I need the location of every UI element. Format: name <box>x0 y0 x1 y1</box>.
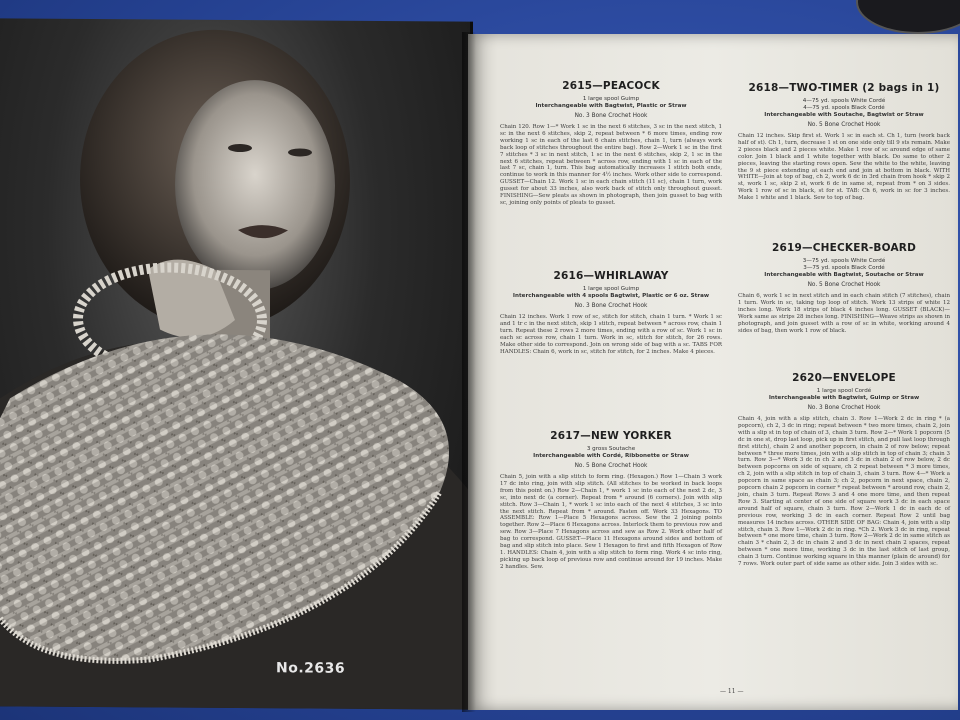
pattern-material: 3 gross Soutache <box>586 446 636 452</box>
page-number: — 11 — <box>720 688 744 695</box>
pattern-interchange: Interchangeable with Cordé, Ribbonette or Straw <box>533 453 689 459</box>
pattern-title: 2616—WHIRLAWAY <box>553 270 669 282</box>
pattern-hook: No. 5 Bone Crochet Hook <box>807 282 881 288</box>
pattern-material: 3—75 yd. spools White Cordé 3—75 yd. spools Black Cordé <box>802 258 886 271</box>
pattern-instructions: Chain 4, join with a slip stitch, chain 3. Row 1—Work 2 dc in ring * (a popcorn), ch 2, 3 dc in ring; repeat between * two more times, chain 2, join with a slip st in top of chain of 3, chain 3 turn. Row 2—* Work 1 popcorn (5 dc in one st, drop last loop, pick up in first stitch, and pull last loop through first stitch), chain 2 and another popcorn, in chain 2 of row below; repeat between * three more times, join with a slip stitch in top of chain 3; chain 3 turn. Row 3—* Work 3 dc in ch 2 and 3 dc in chain 2 of row below, 2 dc between popcorns on side of square, ch 2 repeat between * 3 more times, ch 2, join with a slip stitch in top of chain 3, chain 3 turn. Row 4—* Work a popcorn in same space as chain 3; ch 2, popcorn in next space, chain 2, popcorn chain 2 popcorn in corner * repeat between * around row, chain 2, join, chain 3 turn. Repeat Rows 3 and 4 one more time, and then repeat Row 3. Starting at center of one side of square work 3 dc in each space around half of square, chain 3 turn. Row 2—Work 1 dc in each dc of previous row, working 3 dc in each corner. Repeat Row 2 until bag measures 14 inches across. OTHER SIDE OF BAG: Chain 4, join with a slip stitch, chain 3. Row 1—Work 2 dc in ring. *Ch 2. Work 3 dc in ring, repeat between * one more time, chain 3 turn. Row 2—Work 2 dc in same stitch as chain 3 * chain 2, 3 dc in chain 2 and 3 dc in next chain 2 spaces, repeat between * one more time, working 3 dc in the last stitch of last group, chain 3 turn. Continue working square in this manner (plain dc around) for 7 rows. Work outer part of side same as other side. Join 3 sides with sc. <box>738 416 950 568</box>
pattern-instructions: Chain 12 inches. Skip first st. Work 1 sc in each st. Ch 1, turn (work back half of st). Ch 1, turn, decrease 1 st on one side only till 9 sts remain. Make 2 pieces black and 2 pieces white. Make 1 row of sc around edge of same color. Join 1 black and 1 white together with black. Do same to other 2 pieces, leaving the starting rows open. Sew the white to the white, leaving the 9 st piece extending at each end and join at bottom in black. WITH WHITE—Join at top of bag, ch 2, work 6 dc in 3rd chain from hook * skip 2 st, work 1 sc, skip 2 st, work 6 dc in same st, repeat from * on 3 sides. Work 1 row of sc in black, st for st. TAB: Ch 6, work in sc for 3 inches. Make 1 white and 1 black. Sew to top of bag. <box>738 133 950 202</box>
pattern-2620 <box>738 372 950 568</box>
pattern-hook: No. 5 Bone Crochet Hook <box>574 463 648 469</box>
pattern-interchange: Interchangeable with 4 spools Bagtwist, Plastic or 6 oz. Straw <box>512 293 710 299</box>
pattern-hook: No. 3 Bone Crochet Hook <box>574 113 648 119</box>
pattern-2617 <box>500 430 722 571</box>
pattern-material: 4—75 yd. spools White Cordé 4—75 yd. spools Black Cordé <box>802 98 886 111</box>
model-with-bag-photo <box>0 18 470 709</box>
pattern-2619 <box>738 242 950 334</box>
pattern-hook: No. 3 Bone Crochet Hook <box>574 303 648 309</box>
pattern-instructions: Chain 12 inches. Work 1 row of sc, stitch for stitch, chain 1 turn. * Work 1 sc and 1 tr c in the next stitch, skip 1 stitch, repeat between * across row, chain 1 turn. Repeat these 2 rows 2 more times, ending with a row of sc. Work 1 sc in each sc across row, chain 1 turn. Work in sc, stitch for stitch, for 26 rows. Make other side to correspond. Join on wrong side of bag with a sc. TABS FOR HANDLES: Chain 6, work in sc, stitch for stitch, for 2 inches. Make 4 pieces. <box>500 314 722 355</box>
pattern-title: 2619—CHECKER-BOARD <box>771 242 917 254</box>
pattern-instructions: Chain 6, work 1 sc in next stitch and in each chain stitch (7 stitches), chain 1 turn. Work in sc, taking top loop of stitch. Work 13 strips of white 12 inches long. Work 18 strips of black 4 inches long. GUSSET (BLACK)—Work same as strips 28 inches long. FINISHING—Weave strips as shown in photograph, and join gusset with a row of sc in white, working around 4 sides of bag, then work 1 row of black. <box>738 293 950 334</box>
pattern-2616 <box>500 270 722 355</box>
pattern-title: 2617—NEW YORKER <box>550 430 672 442</box>
pattern-material: 1 large spool Cordé <box>816 388 872 394</box>
photo-page <box>0 18 473 709</box>
pattern-2615 <box>500 80 722 207</box>
pattern-material: 1 large spool Guimp <box>582 96 640 102</box>
pattern-material: 1 large spool Guimp <box>582 286 640 292</box>
pattern-interchange: Interchangeable with Soutache, Bagtwist or Straw <box>764 112 924 118</box>
open-booklet <box>0 18 958 708</box>
pattern-interchange: Interchangeable with Bagtwist, Guimp or Straw <box>768 395 920 401</box>
pattern-hook: No. 5 Bone Crochet Hook <box>807 122 881 128</box>
pattern-interchange: Interchangeable with Bagtwist, Soutache or Straw <box>764 272 924 278</box>
pattern-instructions: Chain 120. Row 1—* Work 1 sc in the next 6 stitches, 3 sc in the next stitch, 1 sc in the next 6 stitches, skip 2, repeat between * 6 more times, ending row working 1 sc in each of the last 6 chain stitches, chain 1, turn (always work back loop of stitches throughout the entire bag). Row 2—Work 1 sc in the first 7 stitches * 3 sc in next stitch, 1 sc in the next 6 stitches, skip 2, 1 sc in the next 6 stitches, repeat between * across row, ending with 1 sc in each of the last 7 sc, chain 1, turn. This bag automatically increases 1 stitch both ends, continue to work in this manner for 4½ inches. Work other side to correspond. GUSSET—Chain 12. Work 1 sc in each chain stitch (11 sc), chain 1 turn, work gusset for about 33 inches, also work back of stitch only throughout gusset. FINISHING—Sew pleats as shown in photograph, then join gusset to bag with sc, joining only points of pleats to gusset. <box>500 124 722 206</box>
pattern-instructions: Chain 5, join with a slip stitch to form ring. (Hexagon.) Row 1—Chain 3 work 17 dc into ring, join with slip stitch. (All stitches to be worked in back loops from this point on.) Row 2—Chain 1, * work 1 sc into each of the next 2 dc, 3 sc, into next dc (a corner). Repeat from * around (6 corners). Join with slip stitch. Row 3—Chain 1, * work 1 sc into each of the next 4 stitches, 3 sc into the next stitch. Repeat from * around. Fasten off. Work 33 Hexagons. TO ASSEMBLE: Row 1—Place 5 Hexagons across. Sew the 2 joining points together. Row 2—Place 6 Hexagons across. Interlock them to previous row and sew. Row 3—Place 7 Hexagons across and sew as Row 2. Work other half of bag to correspond. GUSSET—Place 11 Hexagons around sides and bottom of bag and slip stitch into place. Sew 1 Hexagon to first and fifth Hexagon of Row 1. HANDLES: Chain 4, join with a slip stitch to form ring. Work 4 sc into ring, picking up back loop of previous row and continue around for 19 inches. Make 2 handles. Sew. <box>500 474 722 570</box>
pattern-title: 2615—PEACOCK <box>562 80 660 92</box>
pattern-title: 2618—TWO-TIMER (2 bags in 1) <box>748 82 940 94</box>
pattern-interchange: Interchangeable with Bagtwist, Plastic or Straw <box>535 103 687 109</box>
spine-shadow <box>462 32 476 712</box>
pattern-hook: No. 3 Bone Crochet Hook <box>807 405 881 411</box>
instructions-page <box>468 34 958 710</box>
photo-caption: No.2636 <box>276 660 346 677</box>
pattern-title: 2620—ENVELOPE <box>792 372 896 384</box>
pattern-2618 <box>738 82 950 202</box>
